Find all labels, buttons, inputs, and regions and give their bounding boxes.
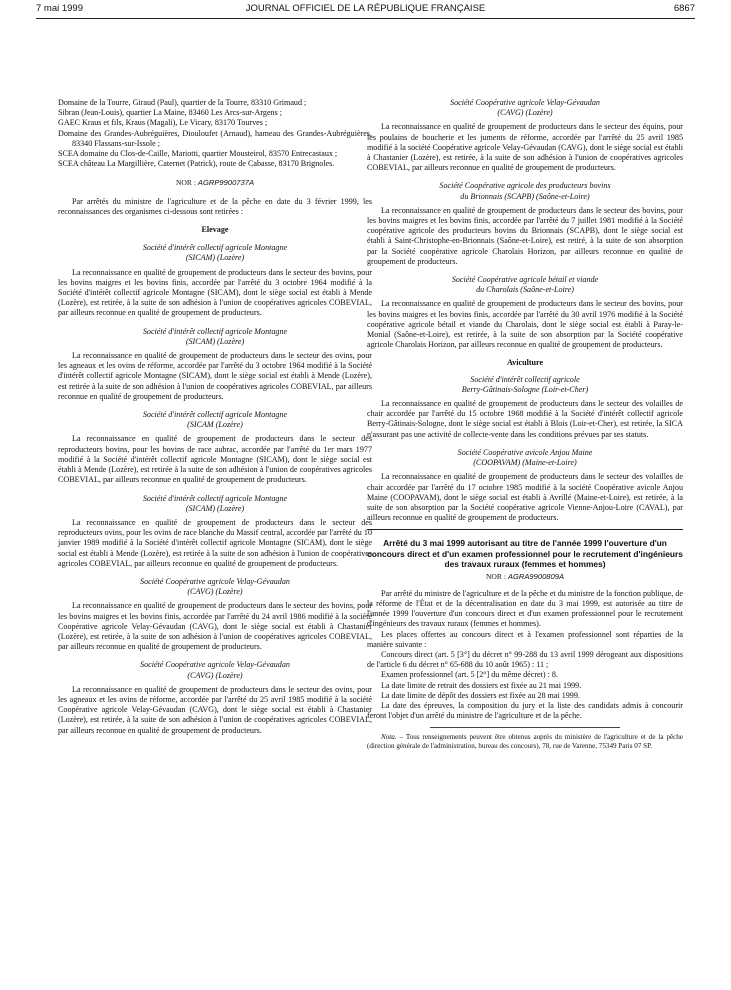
arrete-paragraph: La date des épreuves, la composition du jury et la liste des candidats admis à concourir feront l'objet d'un arrêté du ministre de l'agriculture et de la pêche. (367, 700, 683, 721)
org-text: La reconnaissance en qualité de groupement de producteurs dans le secteur des bovins, pour les bovins maigres et les bovins finis, accordée par l'arrêté du 24 avril 1986 modifié à la société Coopérative agricole Velay-Gévaudan (CAVG), dont le siège social est établi à Chastanier (Lozère), est retirée, à la suite de son adhésion à l'union de coopératives agricoles COBEVIAL, par ailleurs reconnue en qualité de groupement de producteurs. (58, 601, 372, 652)
intro-line: Domaine des Grandes-Aubréguières, Diouloufet (Arnaud), hameau des Grandes-Aubréguières, 83340 Flassans-sur-Issole ; (58, 128, 372, 148)
arrete-nor-reference (367, 572, 683, 582)
org-text: La reconnaissance en qualité de groupement de producteurs dans le secteur des bovins, pour les bovins maigres et les bovins finis, accordée par l'arrêté du 3 octobre 1964 modifié à la Société d'intérêt collectif agricole Montagne (SICAM), dont le siège social est établi à Mende (Lozère), est retirée, à la suite de son adhésion à l'union de coopératives agricoles COBEVIAL, par ailleurs reconnue en qualité de groupement de producteurs. (58, 267, 372, 318)
org-sub: (CAVG) (Lozère) (187, 670, 243, 680)
org-text: La reconnaissance en qualité de groupement de producteurs dans le secteur des reproducteurs bovins, pour les bovins de race aubrac, accordée par l'arrêté du 1er mars 1977 modifié à la Société d'intérêt collectif agricole Montagne (SICAM), dont le siège social est établi à Mende (Lozère), est retirée à la suite de son adhésion à l'union de coopératives agricoles COBEVIAL, par ailleurs reconnue en qualité de groupement de producteurs. (58, 434, 372, 485)
arrete-paragraph: Les places offertes au concours direct et à l'examen professionnel sont réparties de la manière suivante : (367, 629, 683, 649)
arrete-paragraph: La date limite de retrait des dossiers est fixée au 21 mai 1999. (381, 680, 582, 690)
org-text: La reconnaissance en qualité de groupement de producteurs dans le secteur des volailles de chair accordée par l'arrêté du 15 octobre 1968 modifié à la Société d'intérêt collectif agricole Berry-Gâtinais-Sologne, dont le siège social est établi à Blois (Loir-et-Cher), est retirée, la SICA n'assurant pas une activité de collecte-vente dans les conditions prévues par ses statuts. (367, 399, 683, 439)
intro-line: Sibran (Jean-Louis), quartier La Maine, 83460 Les Arcs-sur-Argens ; (58, 108, 283, 118)
org-block (58, 327, 372, 402)
org-block (367, 181, 683, 267)
org-block (367, 448, 683, 523)
org-block (58, 577, 372, 652)
page-number: 6867 (673, 3, 695, 14)
org-text: La reconnaissance en qualité de groupement de producteurs dans le secteur des ovins, pour les agneaux et les ovins de réforme, accordée par l'arrêté du 3 octobre 1964 modifié à la Société d'intérêt collectif agricole Montagne (SICAM), dont le siège social est établi à Mende (Lozère), est retirée à la suite de son adhésion à l'union de coopératives agricoles COBEVIAL, par ailleurs reconnue en qualité de groupement de producteurs. (58, 351, 372, 401)
arrete-paragraph: La date limite de dépôt des dossiers est fixée au 28 mai 1999. (381, 690, 580, 700)
org-block (367, 98, 683, 173)
org-sub: (SICAM (Lozère) (187, 420, 243, 430)
arrete-separator (367, 529, 683, 534)
org-name: Société Coopérative avicole Anjou Maine (457, 447, 593, 457)
header-date: 7 mai 1999 (36, 3, 84, 14)
org-text: La reconnaissance en qualité de groupement de producteurs dans le secteur des bovins, pour les bovins maigres et les bovins finis, accordée par l'arrêté du 7 juillet 1981 modifié à la Société coopérative agricole des producteurs bovins du Brionnais (SCAPB), dont le siège social est établi à Saint-Christophe-en-Brionnais (Saône-et-Loire), est retiré, à la suite de son absorption par la Société coopérative agricole Charolais Horizon, par ailleurs reconnue en qualité de groupement de producteurs. (367, 205, 683, 266)
org-sub: (CAVG) (Lozère) (187, 587, 243, 597)
nor-code: AGRP9900737A (197, 178, 255, 188)
org-text: La reconnaissance en qualité de groupement de producteurs dans le secteur des équins, pour les poulains de boucherie et les juments de réforme, accordée par l'arrêté du 25 avril 1985 modifié à la société Coopérative agricole Velay-Gévaudan (CAVG), dont le siège social est établi à Chastanier (Lozère), est retirée, à la suite de son adhésion à l'union de coopératives agricoles COBEVIAL, par ailleurs reconnue en qualité de groupement de producteurs. (367, 122, 683, 173)
org-text: La reconnaissance en qualité de groupement de producteurs dans le secteur des ovins, pour les agneaux et les ovins de réforme, accordée par l'arrêté du 25 avril 1985 modifié à la société Coopérative agricole Velay-Gévaudan (CAVG), dont le siège social est établi à Chastanier (Lozère), est retirée, à la suite de son adhésion à l'union de coopératives agricoles COBEVIAL, par ailleurs reconnue en qualité de groupement de producteurs. (58, 684, 372, 735)
intro-line: SCEA château La Margillière, Caternet (Patrick), route de Cabasse, 83170 Brignoles. (58, 159, 335, 169)
intro-line: SCEA domaine du Clos-de-Caille, Mariotti, quartier Mousteirol, 83570 Entrecastaux ; (58, 149, 338, 159)
org-block (367, 375, 683, 440)
right-column (367, 98, 683, 751)
nor-label: NOR : (175, 178, 196, 188)
section-heading: Elevage (201, 225, 229, 235)
org-sub: (SICAM) (Lozère) (185, 503, 245, 513)
org-name: Société d'intérêt collectif agricole Montagne (142, 243, 288, 253)
arrete-paragraph: Examen professionnel (art. 5 [2°] du même décret) : 8. (381, 670, 558, 680)
org-sub: du Charolais (Saône-et-Loire) (476, 285, 574, 295)
org-name: Société d'intérêt collectif agricole (470, 374, 580, 384)
org-text: La reconnaissance en qualité de groupement de producteurs dans le secteur des bovins, pour les bovins maigres et les bovins finis, accordée par l'arrêté du 30 avril 1976 modifié à la Société coopérative agricole bétail et viande du Charolais, dont le siège social est établi à Paray-le-Monial (Saône-et-Loire), est retirée, à la suite de son absorption par la Société coopérative agricole Charolais Horizon, par ailleurs reconnue en qualité de groupement de producteurs. (367, 299, 683, 350)
org-name: Société Coopérative agricole des producteurs bovins (439, 181, 611, 191)
journal-title: JOURNAL OFFICIEL DE LA RÉPUBLIQUE FRANÇAISE (245, 3, 486, 14)
org-sub: (CAVG) (Lozère) (497, 108, 553, 118)
org-name: Société d'intérêt collectif agricole Montagne (142, 326, 288, 336)
nor-reference (58, 178, 372, 188)
arrete-paragraph: Par arrêté du ministre de l'agriculture et de la pêche et du ministre de la fonction publique, de la réforme de l'État et de la décentralisation en date du 3 mai 1999, est autorisée au titre de l'année 1999 l'ouverture d'un concours direct et d'un examen professionnel pour le recrutement d'ingénieurs des travaux ruraux (femmes et hommes). (367, 588, 683, 629)
nor-label: NOR : (485, 571, 506, 581)
nota-separator (430, 727, 620, 728)
decree-paragraph: Par arrêtés du ministre de l'agriculture et de la pêche en date du 3 février 1999, les reconnaissances des organismes ci-dessous sont retirées : (58, 196, 372, 216)
left-column (58, 98, 372, 741)
org-sub: du Brionnais (SCAPB) (Saône-et-Loire) (460, 191, 590, 201)
org-text: La reconnaissance en qualité de groupement de producteurs dans le secteur des volailles de chair accordée par l'arrêté du 17 octobre 1985 modifié à la société Coopérative avicole Anjou Maine (COOPAVAM), dont le siège social est établi à Avrillé (Maine-et-Loire), est retirée, à la suite de son absorption par la Société coopérative agricole Vienne-Anjou-Loire (CAVAL), par ailleurs reconnue en qualité de groupement de producteurs. (367, 472, 683, 523)
nota-text: – Tous renseignements peuvent être obtenus auprès du ministère de l'agriculture et de la pêche (direction générale de l'administration, bureau des concours), 78, rue de Varenne, 75349 Paris 07 SP. (367, 733, 683, 751)
org-name: Société Coopérative agricole bétail et viande (451, 275, 599, 285)
arrete-paragraph: Concours direct (art. 5 [3°] du décret n° 99-288 du 13 avril 1999 dérogeant aux dispositions de l'article 6 du décret n° 65-688 du 10 août 1965) : 11 ; (367, 649, 683, 670)
org-name: Société d'intérêt collectif agricole Montagne (142, 493, 288, 503)
org-sub: (COOPAVAM) (Maine-et-Loire) (473, 458, 577, 468)
intro-line: GAEC Kraus et fils, Kraus (Magali), Le Vicary, 83170 Tourves ; (58, 118, 268, 128)
nor-code: AGRA9900809A (507, 571, 565, 581)
org-sub: Berry-Gâtinais-Sologne (Loir-et-Cher) (461, 384, 589, 394)
org-block (58, 494, 372, 569)
intro-line: Domaine de la Tourre, Giraud (Paul), quartier de la Tourre, 83310 Grimaud ; (58, 98, 307, 107)
nota-label: Nota. (381, 733, 397, 742)
nota-paragraph (367, 733, 683, 751)
org-name: Société d'intérêt collectif agricole Montagne (142, 410, 288, 420)
org-text: La reconnaissance en qualité de groupement de producteurs dans le secteur des reproducteurs ovins, pour les ovins de race blanche du Massif central, accordée par l'arrêté du 10 janvier 1989 modifié à la Société d'intérêt collectif agricole Montagne (SICAM), dont le siège social est établi à Mende (Lozère), est retirée à la suite de son adhésion à l'union de coopératives agricoles COBEVIAL, par ailleurs reconnue en qualité de groupement de producteurs. (58, 517, 372, 568)
org-block (58, 243, 372, 318)
section-heading: Aviculture (506, 358, 544, 368)
org-block (58, 660, 372, 735)
org-name: Société Coopérative agricole Velay-Gévaudan (140, 576, 290, 586)
header-rule (36, 18, 695, 19)
org-block (367, 275, 683, 350)
org-name: Société Coopérative agricole Velay-Gévaudan (450, 98, 600, 107)
arrete-title: Arrêté du 3 mai 1999 autorisant au titre de l'année 1999 l'ouverture d'un concours direct et d'un examen professionnel pour le recrutement d'ingénieurs des travaux ruraux (femmes et hommes) (367, 538, 683, 570)
org-block (58, 410, 372, 485)
page-header (36, 3, 695, 17)
org-name: Société Coopérative agricole Velay-Gévaudan (140, 660, 290, 670)
org-sub: (SICAM) (Lozère) (185, 336, 245, 346)
org-sub: (SICAM) (Lozère) (185, 253, 245, 263)
